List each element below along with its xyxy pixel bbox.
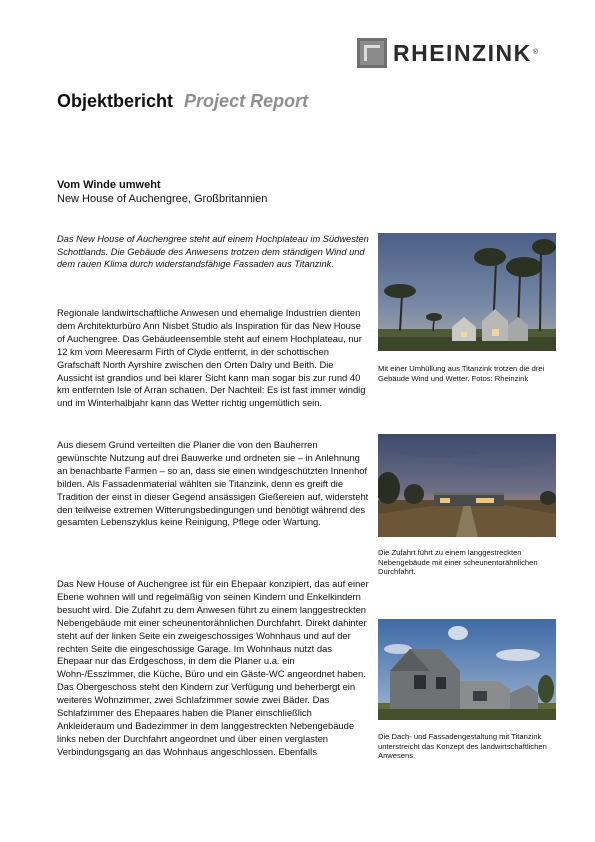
photo-zinc-house — [378, 619, 556, 720]
photo-caption-1: Mit einer Umhüllung aus Titanzink trotzen die drei Gebäude Wind und Wetter. Fotos: Rheinzink — [378, 364, 545, 383]
registered-mark: ® — [532, 49, 538, 56]
article-headline: Vom Winde umweht — [57, 179, 161, 191]
article-paragraph-2: Aus diesem Grund verteilten die Planer die von den Bauherren gewünschte Nutzung auf drei Bauwerke und ordneten sie – in Anlehnung an benachbarte Farmen – so an, dass sie einen windgeschützten Innenhof bilden. Als Fassadenmaterial wählten sie Titanzink, denn es greift die Tradition der einst in dieser Gegend ansässigen Gießereien auf, widersteht den teilweise extremen Witterungsbedingungen und benötigt während des gesamten Lebenszyklus keine Reinigung, Pflege oder Wartung. — [57, 439, 369, 528]
photo-houses-plateau — [378, 233, 556, 351]
report-title-de: Objektbericht — [57, 91, 174, 111]
article-paragraph-1: Regionale landwirtschaftliche Anwesen und ehemalige Industrien dienten dem Architekturbüro Ann Nisbet Studio als Inspiration für das New House of Auchengree. Das Gebäudeensemble steht auf einem Hochplateau, nur 12 km vom Meeresarm Firth of Clyde entfernt, in der schottischen Grafschaft North Ayrshire zwischen den Orten Dalry und Beith. Die Aussicht ist grandios und bei klarer Sicht kann man sogar bis zur rund 40 km entfernten Isle of Arran schauen. Der Nachteil: Es ist fast immer windig und im Winterhalbjahr kann das Wetter richtig ungemütlich sein. — [57, 307, 366, 409]
photo-long-building — [378, 434, 556, 537]
article-lead: Das New House of Auchengree steht auf einem Hochplateau im Südwesten Schottlands. Die Gebäude des Anwesens trotzen dem ständigen Wind und dem rauen Klima durch widerstandsfähige Fassaden aus Titanzink. — [57, 234, 369, 270]
rheinzink-logo-mark-icon — [357, 38, 387, 68]
article-paragraph-3: Das New House of Auchengree ist für ein Ehepaar konzipiert, das auf einer Ebene wohnen will und regelmäßig von seinen Kindern und Enkelkindern besucht wird. Die Zufahrt zu dem Anwesen führt zu einem langgestreckten Nebengebäude mit einer scheunentorähnlichen Durchfahrt. Direkt dahinter steht auf der linken Seite ein zweigeschossiges Wohnhaus und auf der rechten Seite die eingeschossige Garage. Im Wohnhaus nutzt das Ehepaar nur das Erdgeschoss, in dem die Planer u.a. ein Wohn-/Esszimmer, die Küche, Büro und ein Gäste-WC angeordnet haben. Das Obergeschoss steht den Kindern zur Verfügung und beherbergt ein weiteres Wohnzimmer, zwei Schlafzimmer sowie zwei Bäder. Das Schlafzimmer des Ehepaares haben die Planer einschließlich Ankleideraum und Badezimmer in dem langgestreckten Nebengebäude links neben der Durchfahrt angeordnet und über einen verglasten Verbindungsgang an das Wohnhaus angeschlossen. Ebenfalls — [57, 578, 369, 757]
article-subheadline: New House of Auchengree, Großbritannien — [57, 193, 268, 205]
photo-caption-3: Die Dach- und Fassadengestaltung mit Titanzink unterstreicht das Konzept des landwirtschaftlichen Anwesens. — [378, 732, 547, 760]
rheinzink-logo — [357, 38, 538, 68]
photo-caption-2: Die Zufahrt führt zu einem langgestreckten Nebengebäude mit einer scheunentorähnlichen Durchfahrt. — [378, 548, 538, 576]
report-title-en: Project Report — [184, 91, 309, 111]
report-title — [57, 91, 308, 112]
brand-name: RHEINZINK — [393, 40, 532, 66]
